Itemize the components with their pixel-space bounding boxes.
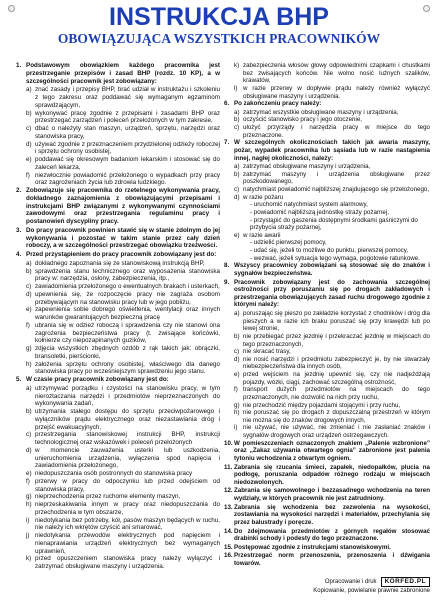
sub-item-letter: g) (26, 345, 32, 352)
sub-item-letter: f) (234, 386, 238, 394)
sub-item (224, 163, 430, 171)
instruction-item (16, 187, 220, 226)
dash-item: - przystąpić do gaszenia dostępnymi środkami gaśniczymi do przybycia straży pożarnej, (250, 216, 418, 232)
sub-item-letter: a) (234, 310, 240, 317)
sub-item-text: w razie przerwy w dopływie prądu należy również wyłączyć obsługiwane maszyny i urządzenia. (243, 84, 430, 100)
item-text: W pomieszczeniach oznaczonych znakiem „Palenie wzbronione” oraz „Zakaz używania otwartego ognia” zabronione jest palenia tytoniu wchodzenia z otwartym ogniem. (234, 439, 430, 462)
sub-item-letter: b) (234, 116, 240, 124)
sub-item (224, 409, 430, 424)
sub-item (16, 501, 220, 517)
sub-item (224, 62, 430, 85)
instruction-item (224, 464, 430, 487)
sub-item-text: natychmiast powiadomić najbliższej znajdującego się przełożonego, (243, 186, 430, 193)
sub-item-letter: b) (26, 267, 32, 275)
item-number: 12. (224, 487, 233, 495)
instruction-item (16, 62, 220, 85)
instruction-item (224, 552, 430, 567)
sub-item-letter: b) (234, 332, 240, 340)
sub-item-letter: d) (26, 140, 32, 148)
sub-item-text: ułożyć przyrządy i narzędzia pracy w miejsce do tego przeznaczone. (243, 124, 430, 139)
sub-item (16, 493, 220, 501)
sub-item-text: przerwy w pracy do odpoczynku lub przed odejściem od stanowiska pracy, (35, 477, 220, 493)
sub-item (224, 232, 430, 240)
item-number: 15. (224, 543, 233, 551)
item-text: Przestrzegać norm przenoszenia, przenoszenia i dźwigania towarów. (234, 552, 430, 567)
publisher-brand: KORFED.PL (381, 577, 430, 587)
sub-item-letter: a) (26, 259, 32, 267)
sub-item-text: niezwłocznie powiadomić przełożonego o wypadkach przy pracy oraz zagrożeniach życia lub zdrowia ludzkiego. (35, 171, 220, 187)
sub-item-text: utrzymania stałego dostępu do sprzętu przeciwpożarowego i wyłączników prądu elektrycznego oraz niezastawiania dróg i przejść ewakuacyjnych, (35, 408, 220, 431)
instruction-item (224, 487, 430, 502)
sub-item-text: zapewnienia sobie dobrego oświetlenia, wentylacji oraz innych warunków gwarantujących bezpieczną pracę (35, 306, 220, 321)
sub-item-text: niedotykania bez potrzeby, kół, pasów maszyn będących w ruchu, nie należy ich wkrętów czyścić ani smarować, (35, 516, 220, 532)
sub-item-letter: f) (26, 477, 30, 485)
sub-item-letter: e) (234, 371, 240, 378)
sub-item (16, 517, 220, 533)
instruction-item (16, 376, 220, 384)
instruction-item (224, 504, 430, 527)
sub-item (16, 431, 220, 447)
sub-item (224, 333, 430, 348)
sub-item-letter: i) (234, 424, 238, 432)
item-number: 5. (16, 376, 22, 383)
sub-item-text: nie skracać trasy, (243, 348, 291, 356)
sub-item (16, 172, 220, 188)
sub-item-letter: c) (26, 125, 32, 132)
sign-subtitle: OBOWIĄZUJĄCA WSZYSTKICH PRACOWNIKÓW (57, 31, 381, 46)
sub-item-text: znać zasady i przepisy BHP, brać udział w instruktażu i szkoleniu z tego zakresu oraz poddawać się wymaganym egzaminom sprawdzającym, (35, 86, 220, 109)
item-text: Zabrania się samowolnego i bezzasadnego wchodzenia na teren wydziały, w których pracownik nie jest zatrudniony. (234, 487, 430, 502)
sub-item (224, 386, 430, 401)
sub-item-text: zatrzymać wszystkie obsługiwane maszyny i urządzenia, (243, 108, 399, 116)
sub-item-text: założenia sprzętu ochrony osobistej, właściwego dla danego stanowiska pracy po wcześniejszym sprawdzeniu jego stanu. (35, 360, 220, 376)
sub-item-letter: b) (26, 408, 32, 415)
sub-item-letter: e) (26, 470, 32, 477)
sub-item (16, 408, 220, 431)
sub-item (224, 310, 430, 333)
item-text: W szczególnych okolicznościach takich jak awaria maszyny, pożar, wypadek pracownika lub sąsiada lub w razie nastąpienia innej, nagłej okoliczności, należy: (234, 139, 430, 162)
right-column (224, 62, 430, 569)
sub-item-text: poddawać się okresowym badaniom lekarskim i stosować się do zaleceń lekarza, (35, 156, 220, 171)
publisher-label: Opracowanie i druk (324, 579, 377, 585)
item-number: 9. (224, 278, 230, 286)
sub-item-letter: f) (26, 321, 30, 329)
sub-item-letter: k) (26, 555, 32, 563)
sub-item (16, 532, 220, 555)
sub-item (16, 555, 220, 571)
dash-item: - powiadomić najbliższą jednostkę straży pożarnej, (250, 208, 389, 216)
sub-item (224, 371, 430, 386)
sub-item (224, 194, 430, 202)
item-text: Zabrania się wchodzenia bez zezwolenia na wysokości, zostawiania na wysokości narzędzi i materiałów, przechylania się przez balustrady i poręcze. (234, 503, 430, 526)
sub-item-letter: e) (26, 156, 32, 163)
sub-item (16, 447, 220, 470)
sub-item-letter: b) (26, 109, 32, 117)
sub-item-text: zabezpieczenia włosów głowy odpowiednimi czapkami i chustkami bez zwisających końców. Nie wolno nosić luźnych szalików, krawatów, (243, 62, 430, 85)
sub-item-text: przestrzegania stanowiskowej instrukcji BHP, instrukcji technologicznej oraz wskazówek i poleceń przełożonych (35, 431, 220, 446)
sub-item (16, 156, 220, 172)
sub-item-letter: d) (26, 446, 32, 454)
sub-item-text: nie przechodzić między pojazdami stojącymi i przy ruchu, (243, 401, 401, 409)
instruction-item (224, 262, 430, 277)
sub-item-letter: c) (26, 283, 32, 290)
instruction-item (224, 528, 430, 543)
dash-item: - wezwać, jeżeli sytuacja tego wymaga, pogotowie ratunkowe. (250, 254, 420, 262)
item-text: Zobowiązuje się pracownika do rzetelnego wykonywania pracy, dokładnego zaznajomienia z obowiązującymi przepisami i instrukcjami BHP związanymi z wykonywanymi czynnościami zawodowymi oraz przestrzegania regulaminu pracy i postanowień dyscypliny pracy. (26, 187, 220, 225)
sub-item-text: zawiadomienia przełożonego o ewentualnych brakach i usterkach, (35, 283, 220, 290)
sub-item-letter: e) (26, 306, 32, 314)
sub-item (16, 470, 220, 478)
dash-item: - udać się, jeżeli to możliwe do punktu, pierwszej pomocy, (250, 247, 409, 254)
sub-item (16, 306, 220, 322)
sub-item-letter: a) (234, 108, 240, 116)
sub-item (16, 125, 220, 141)
item-text: Przed przystąpieniem do pracy pracownik zobowiązany jest do: (26, 251, 217, 258)
sub-item-letter: l) (234, 84, 238, 92)
sub-item (16, 141, 220, 157)
sub-item-text: upewnienia się, że rozpoczęcie pracy nie zagraża osobom przebywającym na stanowisku pracy lub w jego pobliżu, (35, 290, 220, 306)
sub-item-text: zatrzymać maszyny i urządzenia obsługiwane przez poszkodowanego, (243, 170, 430, 186)
sub-item (224, 348, 430, 356)
sub-item-text: utrzymywać porządku i czystości na stanowisku pracy, w tym nieroztaczania narzędzi i przedmiotów nieprzeznaczonych do wykonywania zadań, (35, 384, 220, 408)
sub-item (16, 260, 220, 268)
sub-item-letter: h) (234, 409, 240, 417)
sub-item (16, 110, 220, 126)
sub-item-letter: c) (234, 124, 240, 131)
item-text: Wszyscy pracownicy zobowiązani są stosować się do znaków i sygnałów bezpieczeństwa. (234, 262, 430, 277)
item-number: 3. (16, 226, 22, 234)
sub-item-text: nie nosić narzędzi i przedmiotu zabezpieczyć je, by nie stwarzały niebezpieczeństwa dla innych osób, (243, 355, 430, 371)
sub-item (224, 109, 430, 117)
sub-item-text: nie przebiegać przez jezdnię i przekraczać jezdnię w miejscach do tego przeznaczonych, (243, 332, 430, 348)
sub-item-letter: h) (26, 501, 32, 508)
instruction-item (224, 544, 430, 552)
sub-item (224, 186, 430, 194)
item-text: Pracownik zobowiązany jest do zachowania szczególnej ostrożności przy poruszaniu się po drogach zakładowych i przestrzegania obowiązujących zasad ruchu drogowego zgodnie z którymi należy: (234, 278, 430, 309)
sub-item (224, 424, 430, 439)
item-text: Zabrania się rzucania śmieci, zapałek, niedopałków, plucia na podłogę, poruszania odpadów różnego rodzaju w miejscach niedozwolonych. (234, 463, 430, 486)
item-number: 1. (16, 62, 22, 69)
sub-item-letter: c) (234, 186, 240, 193)
sub-item-letter: g) (234, 401, 240, 409)
sub-item-text: poruszając się pieszo po zakładzie korzystać z chodników i dróg dla pieszych a w razie ich braku poruszać się przy krawędzi lub po lewej stronie, (243, 310, 430, 333)
sub-item-letter: c) (234, 348, 240, 356)
sub-item-letter: b) (234, 170, 240, 178)
item-text: Do pracy pracownik powinien stawić się w stanie zdolnym do jej wykonywania i pozostać w takim stanie przez cały dzień roboczy, a w szczególności przestrzegać obowiązku trzeźwości. (26, 226, 220, 250)
sub-item-text: niedotykania przewodów elektrycznych pod napięciem i nienaprawiania urządzeń elektrycznych bez wymaganych uprawnień, (35, 532, 220, 555)
sign-title: INSTRUKCJA BHP (109, 3, 329, 31)
sub-item (16, 345, 220, 361)
sub-item (16, 478, 220, 494)
sub-item-letter: d) (234, 355, 240, 363)
sub-item-text: wykonywać pracę zgodnie z przepisami i zasadami BHP oraz przestrzegać zarządzeń i poleceń przełożonych w tym zakresie, (35, 109, 220, 125)
item-number: 13. (224, 503, 233, 511)
sub-item-letter: d) (26, 290, 32, 298)
item-number: 2. (16, 187, 22, 194)
sub-item (16, 385, 220, 408)
sub-item-text: w razie pożaru (243, 193, 284, 201)
sub-item-text: w razie awarii (243, 231, 281, 239)
sub-item-text: zdjęcia wszystkich zbędnych ozdób z rąk takich jak: obrączki, bransoletki, pierścionki, (35, 345, 220, 360)
sub-item (224, 116, 430, 124)
sub-item-letter: d) (234, 193, 240, 201)
item-number: 4. (16, 251, 22, 258)
sub-item-text: zatrzymać obsługiwane maszyny i urządzenia, (243, 163, 371, 171)
item-number: 16. (224, 552, 233, 560)
sub-item-text: transport dużych przedmiotów na miejscach do tego przeznaczonych, nie dozwolić na nich przy ruchu, (243, 386, 430, 401)
left-column (16, 62, 220, 571)
sub-item (16, 268, 220, 284)
sub-item (16, 86, 220, 109)
sub-item-letter: c) (26, 431, 32, 439)
sub-item-letter: i) (26, 516, 30, 524)
sub-item-text: przed opuszczeniem stanowiska pracy należy wyłączyć i zatrzymać obsługiwane maszyny i urządzenia. (35, 555, 220, 570)
sub-item (224, 171, 430, 186)
sub-item-text: nieprzeskakiwania innym w pracy oraz niedopuszczania do przechodzenia w tym obszarze, (35, 501, 220, 516)
copyright-note: Kopiowanie, powielanie prawnie zabronione (313, 588, 430, 594)
dash-item: - udzielić pierwszej pomocy, (250, 239, 327, 247)
sub-item-text: dokładnego zapoznania się ze stanowiskową instrukcją BHP, (35, 259, 205, 267)
sub-item-text: nie poruszać się po drogach z dopuszczalną przestrzeń w którym nie można się do znaków drogowych innych, (243, 409, 430, 424)
item-text: Podstawowym obowiązkiem każdego pracownika jest przestrzeganie przepisów i zasad BHP (rozdz. 10 KP), a w szczególności pracownik jest zobowiązany: (26, 62, 220, 85)
item-number: 11. (224, 463, 233, 471)
instruction-item (16, 227, 220, 250)
sub-item (16, 361, 220, 377)
instruction-item (16, 251, 220, 259)
sub-item-letter: g) (26, 493, 32, 501)
item-text: Do zdejmowania przedmiotów z górnych regałów stosować drabinki schody i podesty do tego przeznaczone. (234, 527, 430, 543)
sub-item (16, 283, 220, 291)
dash-item: - uruchomić natychmiast system alarmowy, (250, 201, 368, 209)
sub-item (224, 124, 430, 139)
sub-item-text: dbać o należyty stan maszyn, urządzeń, sprzętu, narzędzi oraz stanowiska pracy, (35, 125, 220, 140)
sub-item-letter: h) (26, 360, 32, 368)
item-text: Po zakończeniu pracy należy: (234, 100, 322, 108)
instruction-item (224, 440, 430, 463)
sub-item (224, 356, 430, 371)
sub-item (224, 85, 430, 100)
instruction-item (224, 100, 430, 108)
item-number: 7. (224, 139, 230, 147)
sub-item (16, 291, 220, 307)
item-number: 10. (224, 439, 233, 447)
item-number: 8. (224, 262, 230, 270)
sub-item-letter: k) (234, 62, 240, 69)
publisher-footer (224, 577, 430, 597)
sub-item-letter: a) (26, 384, 32, 392)
sub-item-text: nieprzechodzenia przez ruchome elementy maszyn, (35, 493, 181, 501)
sub-item-text: ubrania się w odzież roboczą i sprawdzenia czy nie stanowi ona zagrożenia bezpieczeństwa pracy (t. zwisające końcówki, kołnierze czy niepozapinanych guzików, (35, 321, 220, 345)
sign-header (0, 0, 438, 54)
item-number: 14. (224, 527, 233, 535)
sub-item-text: w momencie zauważenia usterki lub uszkodzenia, unieruchomienia urządzenia, wyłączenia spod napięcia i zawiadomienia przełożonego, (35, 446, 220, 470)
item-text: Postępować zgodnie z instrukcjami stanowiskowymi. (234, 543, 391, 551)
sub-item-text: oczyścić stanowisko pracy i jego otoczenie, (243, 116, 362, 124)
instruction-item (224, 279, 430, 310)
sub-item-letter: a) (234, 163, 240, 171)
sub-item-text: niedopuszczania osób postronnych do stanowiska pracy (35, 470, 193, 477)
item-number: 6. (224, 100, 230, 108)
item-text: W czasie pracy pracownik zobowiązany jest do: (26, 376, 169, 383)
sub-item (16, 322, 220, 345)
sub-item-letter: f) (26, 171, 30, 179)
sub-item-text: używać zgodnie z przeznaczeniem przydzielonej odzieży roboczej i sprzętu ochrony osobistej, (35, 140, 220, 156)
sub-item (224, 402, 430, 410)
instruction-item (224, 139, 430, 162)
sub-item-text: przed wejściem na jezdnię upewnić się, czy nie nadjeżdżają pojazdy, wózki, ciągi, zachować szczególną ostrożność, (243, 371, 430, 386)
sub-item-letter: e) (234, 231, 240, 239)
sub-item-text: nie używać, nie używać, nie zmieniać i nie zasłaniać znaków i sygnałów drogowych oraz urządzeń ostrzegawczych. (243, 424, 430, 439)
sub-item-letter: j) (26, 532, 30, 539)
sub-item-text: sprawdzenia stanu technicznego oraz wyposażenia stanowiska pracy w: narzędzia, osłony, zabezpieczenia, itp., (35, 267, 220, 283)
sub-item-letter: a) (26, 86, 32, 94)
